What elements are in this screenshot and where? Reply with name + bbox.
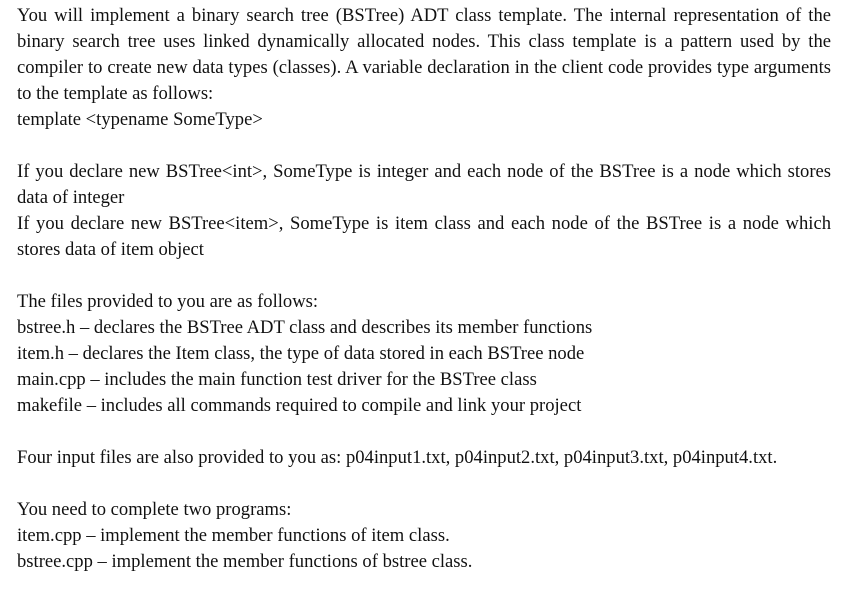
- provided-files-heading: The files provided to you are as follows:: [17, 291, 319, 312]
- provided-file-item: makefile – includes all commands required to compile and link your project: [17, 395, 582, 416]
- provided-file-item: item.h – declares the Item class, the type of data stored in each BSTree node: [17, 343, 585, 364]
- spacer: [17, 419, 831, 445]
- tasks-heading: You need to complete two programs:: [17, 499, 292, 520]
- task-item: bstree.cpp – implement the member functions of bstree class.: [17, 551, 473, 572]
- task-item: item.cpp – implement the member functions of item class.: [17, 525, 450, 546]
- template-declaration: template <typename SomeType>: [17, 109, 263, 130]
- int-declaration-paragraph: If you declare new BSTree<int>, SomeType is integer and each node of the BSTree is a node which stores data of integer: [17, 161, 831, 208]
- item-declaration-paragraph: If you declare new BSTree<item>, SomeType is item class and each node of the BSTree is a node which stores data of item object: [17, 213, 831, 260]
- provided-file-item: bstree.h – declares the BSTree ADT class and describes its member functions: [17, 317, 593, 338]
- provided-file-item: main.cpp – includes the main function test driver for the BSTree class: [17, 369, 537, 390]
- spacer: [17, 133, 831, 159]
- spacer: [17, 263, 831, 289]
- spacer: [17, 471, 831, 497]
- intro-paragraph: You will implement a binary search tree (BSTree) ADT class template. The internal representation of the binary search tree uses linked dynamically allocated nodes. This class template is a pattern used by the compiler to create new data types (classes). A variable declaration in the client code provides type arguments to the template as follows:: [17, 5, 831, 104]
- input-files-line: Four input files are also provided to you as: p04input1.txt, p04input2.txt, p04input3.txt, p04input4.txt.: [17, 447, 778, 468]
- document-body: [17, 3, 831, 575]
